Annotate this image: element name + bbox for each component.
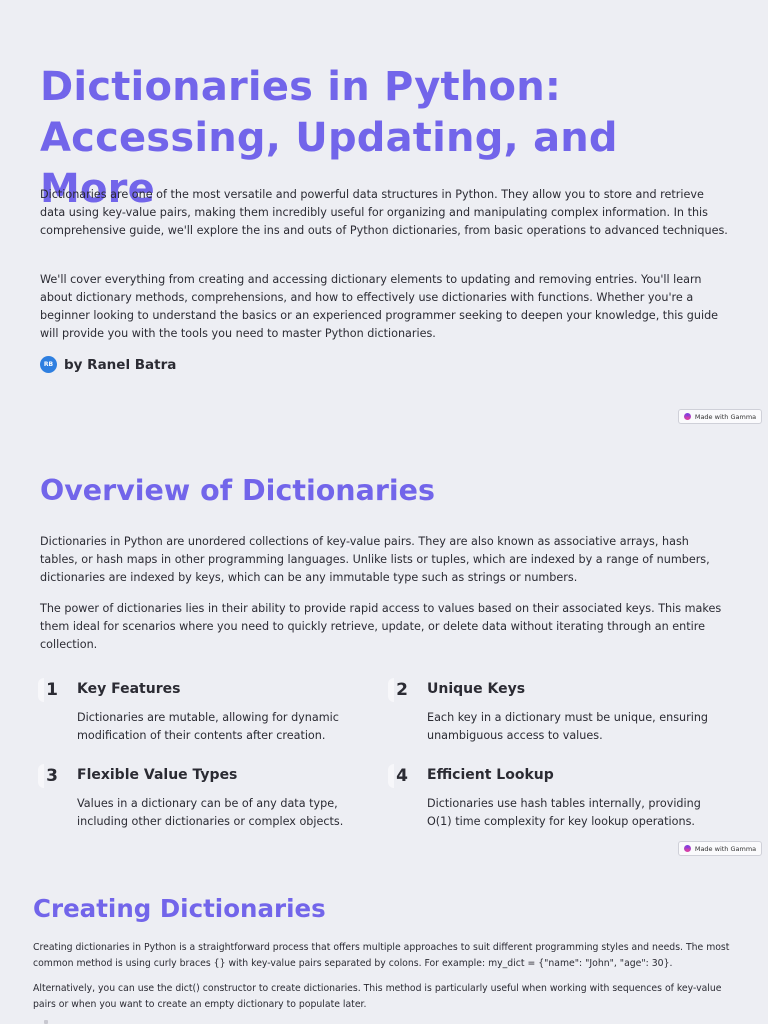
avatar: RB xyxy=(40,356,57,373)
section-title: Overview of Dictionaries xyxy=(40,474,435,507)
feature-description: Dictionaries are mutable, allowing for dynamic modification of their contents after creation. xyxy=(77,711,339,742)
badge-label: Made with Gamma xyxy=(694,844,757,853)
section-title: Creating Dictionaries xyxy=(33,894,326,923)
creating-paragraph-2: Alternatively, you can use the dict() constructor to create dictionaries. This method is particularly useful when working with sequences of key-value pairs or when you want to create an empty dictionary to populate later. xyxy=(33,983,722,1010)
partial-content-marker xyxy=(44,1020,48,1024)
feature-title: Flexible Value Types xyxy=(77,767,238,783)
author-name xyxy=(64,357,176,373)
author-byline xyxy=(40,356,176,373)
gamma-logo-icon xyxy=(684,845,691,852)
page-title: Dictionaries in Python: Accessing, Updating, and More xyxy=(40,64,618,212)
feature-description: Dictionaries use hash tables internally, providing O(1) time complexity for key lookup operations. xyxy=(427,797,701,828)
feature-title: Efficient Lookup xyxy=(427,767,554,783)
feature-description: Values in a dictionary can be of any data type, including other dictionaries or complex objects. xyxy=(77,797,344,828)
feature-title: Key Features xyxy=(77,681,181,697)
feature-number: 1 xyxy=(40,678,64,702)
made-with-gamma-badge[interactable] xyxy=(678,409,762,424)
feature-number: 4 xyxy=(390,764,414,788)
overview-slide xyxy=(0,432,768,864)
gamma-logo-icon xyxy=(684,413,691,420)
title-slide xyxy=(0,0,768,432)
feature-title: Unique Keys xyxy=(427,681,526,697)
creating-slide xyxy=(0,864,768,1024)
feature-description: Each key in a dictionary must be unique, ensuring unambiguous access to values. xyxy=(427,711,709,742)
feature-number: 3 xyxy=(40,764,64,788)
feature-number: 2 xyxy=(390,678,414,702)
intro-paragraph-2: We'll cover everything from creating and accessing dictionary elements to updating and removing entries. You'll learn about dictionary methods, comprehensions, and how to effectively use dictionaries with functions. Whether you're a beginner looking to understand the basics or an experienced programmer seeking to deepen your knowledge, this guide will provide you with the tools you need to master Python dictionaries. xyxy=(40,273,719,340)
overview-paragraph-2: The power of dictionaries lies in their ability to provide rapid access to values based on their associated keys. This makes them ideal for scenarios where you need to quickly retrieve, update, or delete data without iterating through an entire collection. xyxy=(40,602,722,651)
author-name-text: Ranel Batra xyxy=(87,356,177,373)
creating-paragraph: Creating dictionaries in Python is a straightforward process that offers multiple approaches to suit different programming styles and needs. The most common method is using curly braces {} with key-value pairs separated by colons. For example: my_dict = {"name": "John", "age": 30}. xyxy=(33,942,730,969)
author-prefix: by xyxy=(64,356,83,373)
badge-label: Made with Gamma xyxy=(694,412,757,421)
intro-paragraph: Dictionaries are one of the most versatile and powerful data structures in Python. They allow you to store and retrieve data using key-value pairs, making them incredibly useful for organizing and manipulating complex information. In this comprehensive guide, we'll explore the ins and outs of Python dictionaries, from basic operations to advanced techniques. xyxy=(40,188,728,237)
made-with-gamma-badge[interactable] xyxy=(678,841,762,856)
overview-paragraph: Dictionaries in Python are unordered collections of key-value pairs. They are also known as associative arrays, hash tables, or hash maps in other programming languages. Unlike lists or tuples, which are indexed by a range of numbers, dictionaries are indexed by keys, which can be any immutable type such as strings or numbers. xyxy=(40,535,710,584)
